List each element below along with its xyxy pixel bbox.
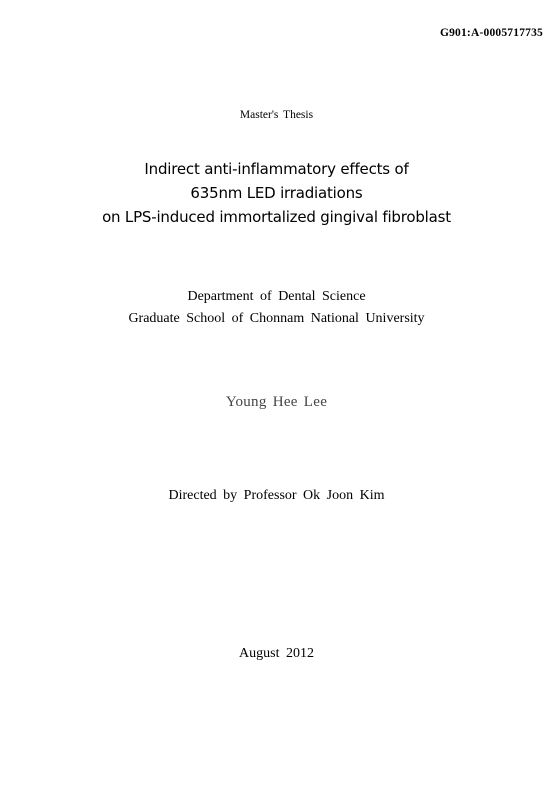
department-name: Department of Dental Science	[187, 289, 366, 304]
thesis-title	[0, 157, 553, 229]
submission-date: August 2012	[239, 646, 314, 661]
affiliation	[0, 286, 553, 330]
title-line-3: on LPS-induced immortalized gingival fibroblast	[102, 208, 451, 226]
author-name: Young Hee Lee	[225, 394, 328, 410]
title-line-1: Indirect anti-inflammatory effects of	[144, 160, 409, 178]
school-name: Graduate School of Chonnam National University	[128, 311, 425, 326]
advisor-line: Directed by Professor Ok Joon Kim	[168, 488, 385, 503]
document-id: G901:A-0005717735	[439, 27, 543, 39]
thesis-type: Master's Thesis	[239, 109, 314, 121]
title-line-2: 635nm LED irradiations	[190, 184, 363, 202]
